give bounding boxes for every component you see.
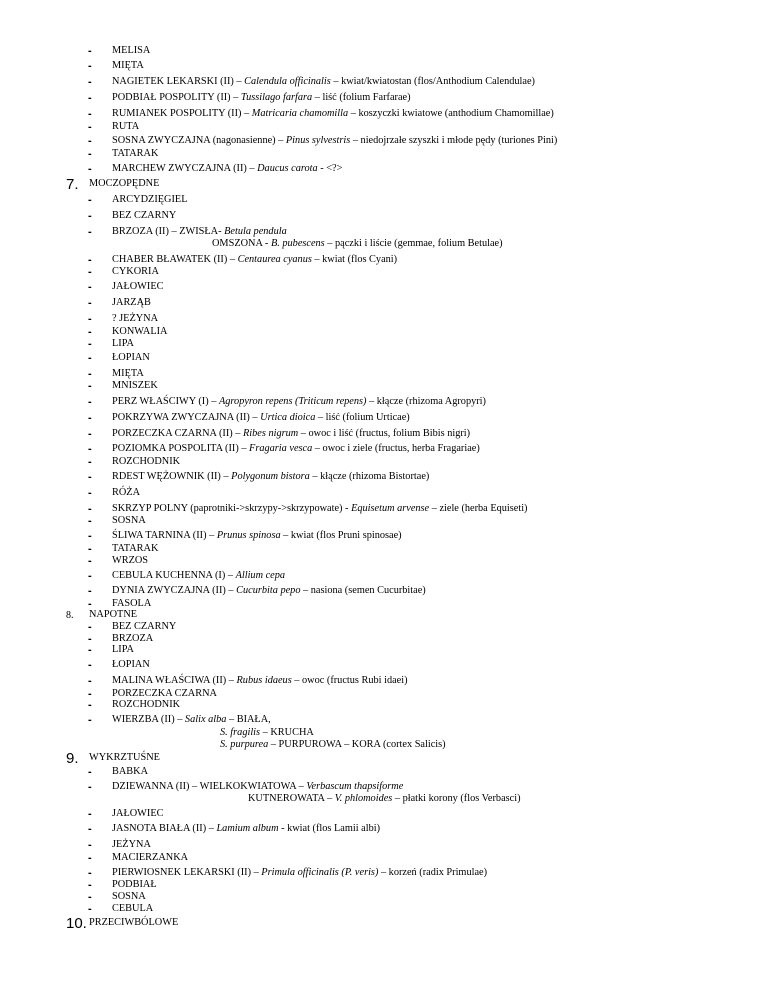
item-text: JASNOTA BIAŁA (II) – Lamium album - kwiat (flos Lamii albi) <box>112 823 381 834</box>
bullet: - <box>88 380 92 392</box>
item-text: TATARAK <box>112 148 159 159</box>
bullet: - <box>88 443 92 455</box>
item-text: MALINA WŁAŚCIWA (II) – Rubus idaeus – owoc (fructus Rubi idaei) <box>112 675 408 686</box>
item-text: BEZ CZARNY <box>112 621 177 632</box>
item-text: FASOLA <box>112 598 152 609</box>
bullet: - <box>88 226 92 238</box>
bullet: - <box>88 368 92 380</box>
bullet: - <box>88 108 92 120</box>
bullet: - <box>88 338 92 350</box>
item-text: BRZOZA (II) – ZWISŁA- Betula pendula <box>112 226 287 237</box>
bullet: - <box>88 808 92 820</box>
item-text: PORZECZKA CZARNA (II) – Ribes nigrum – owoc i liść (fructus, folium Bibis nigri) <box>112 428 471 439</box>
item-text: MNISZEK <box>112 380 158 391</box>
bullet: - <box>88 281 92 293</box>
bullet: - <box>88 688 92 700</box>
bullet: - <box>88 210 92 222</box>
bullet: - <box>88 352 92 364</box>
section-number: 9. <box>66 750 79 767</box>
bullet: - <box>88 194 92 206</box>
item-text: DYNIA ZWYCZAJNA (II) – Cucurbita pepo – nasiona (semen Cucurbitae) <box>112 585 426 596</box>
item-text: BABKA <box>112 766 149 777</box>
bullet: - <box>88 598 92 610</box>
bullet: - <box>88 781 92 793</box>
item-text: MARCHEW ZWYCZAJNA (II) – Daucus carota - <?> <box>112 163 343 174</box>
bullet: - <box>88 297 92 309</box>
section-number: 8. <box>66 610 74 621</box>
item-text: DZIEWANNA (II) – WIELKOKWIATOWA – Verbascum thapsiforme <box>112 781 404 792</box>
item-text: TATARAK <box>112 543 159 554</box>
item-text: PORZECZKA CZARNA <box>112 688 217 699</box>
item-text: PERZ WŁAŚCIWY (I) – Agropyron repens (Triticum repens) – kłącze (rhizoma Agropyri) <box>112 396 486 407</box>
item-text: JEŻYNA <box>112 839 151 850</box>
item-text: SOSNA <box>112 891 146 902</box>
bullet: - <box>88 92 92 104</box>
bullet: - <box>88 515 92 527</box>
item-text: KONWALIA <box>112 326 168 337</box>
item-text: S. fragilis – KRUCHA <box>220 727 314 738</box>
item-text: RUTA <box>112 121 140 132</box>
bullet: - <box>88 644 92 656</box>
item-text: BRZOZA <box>112 633 154 644</box>
item-text: ROZCHODNIK <box>112 456 181 467</box>
bullet: - <box>88 585 92 597</box>
bullet: - <box>88 543 92 555</box>
item-text: SOSNA ZWYCZAJNA (nagonasienne) – Pinus sylvestris – niedojrzałe szyszki i młode pędy (turiones Pini) <box>112 135 558 146</box>
bullet: - <box>88 45 92 57</box>
item-text: CHABER BŁAWATEK (II) – Centaurea cyanus – kwiat (flos Cyani) <box>112 254 398 265</box>
item-text: WRZOS <box>112 555 149 566</box>
bullet: - <box>88 530 92 542</box>
bullet: - <box>88 903 92 915</box>
item-text: MELISA <box>112 45 151 56</box>
bullet: - <box>88 428 92 440</box>
bullet: - <box>88 121 92 133</box>
item-text: POZIOMKA POSPOLITA (II) – Fragaria vesca – owoc i ziele (fructus, herba Fragariae) <box>112 443 480 454</box>
bullet: - <box>88 503 92 515</box>
item-text: ŁOPIAN <box>112 352 150 363</box>
bullet: - <box>88 135 92 147</box>
bullet: - <box>88 396 92 408</box>
bullet: - <box>88 714 92 726</box>
item-text: ŚLIWA TARNINA (II) – Prunus spinosa – kwiat (flos Pruni spinosae) <box>112 530 402 541</box>
bullet: - <box>88 659 92 671</box>
bullet: - <box>88 555 92 567</box>
bullet: - <box>88 891 92 903</box>
item-text: PODBIAŁ <box>112 879 157 890</box>
section-title: MOCZOPĘDNE <box>89 178 160 189</box>
bullet: - <box>88 163 92 175</box>
item-text: OMSZONA - B. pubescens – pączki i liście (gemmae, folium Betulae) <box>212 238 503 249</box>
bullet: - <box>88 266 92 278</box>
bullet: - <box>88 852 92 864</box>
item-text: JARZĄB <box>112 297 151 308</box>
item-text: ŁOPIAN <box>112 659 150 670</box>
item-text: MIĘTA <box>112 60 144 71</box>
item-text: PODBIAŁ POSPOLITY (II) – Tussilago farfara – liść (folium Farfarae) <box>112 92 411 103</box>
bullet: - <box>88 823 92 835</box>
item-text: S. purpurea – PURPUROWA – KORA (cortex Salicis) <box>220 739 446 750</box>
bullet: - <box>88 633 92 645</box>
item-text: KUTNEROWATA – V. phlomoides – płatki korony (flos Verbasci) <box>248 793 521 804</box>
bullet: - <box>88 412 92 424</box>
section-number: 7. <box>66 176 79 193</box>
bullet: - <box>88 621 92 633</box>
item-text: MACIERZANKA <box>112 852 189 863</box>
item-text: PIERWIOSNEK LEKARSKI (II) – Primula officinalis (P. veris) – korzeń (radix Primulae) <box>112 867 488 878</box>
bullet: - <box>88 471 92 483</box>
item-text: ? JEŻYNA <box>112 313 159 324</box>
bullet: - <box>88 867 92 879</box>
bullet: - <box>88 839 92 851</box>
item-text: WIERZBA (II) – Salix alba – BIAŁA, <box>112 714 271 725</box>
bullet: - <box>88 699 92 711</box>
bullet: - <box>88 254 92 266</box>
section-title: NAPOTNE <box>89 609 138 620</box>
section-title: PRZECIWBÓLOWE <box>89 917 179 928</box>
bullet: - <box>88 76 92 88</box>
bullet: - <box>88 675 92 687</box>
item-text: LIPA <box>112 338 134 349</box>
bullet: - <box>88 766 92 778</box>
item-text: NAGIETEK LEKARSKI (II) – Calendula officinalis – kwiat/kwiatostan (flos/Anthodium Calendulae) <box>112 76 535 87</box>
bullet: - <box>88 148 92 160</box>
item-text: POKRZYWA ZWYCZAJNA (II) – Urtica dioica – liść (folium Urticae) <box>112 412 410 423</box>
item-text: CEBULA KUCHENNA (I) – Allium cepa <box>112 570 286 581</box>
item-text: JAŁOWIEC <box>112 281 164 292</box>
item-text: ARCYDZIĘGIEL <box>112 194 188 205</box>
item-text: CYKORIA <box>112 266 159 277</box>
bullet: - <box>88 326 92 338</box>
item-text: RUMIANEK POSPOLITY (II) – Matricaria chamomilla – koszyczki kwiatowe (anthodium Chamomillae) <box>112 108 554 119</box>
bullet: - <box>88 60 92 72</box>
item-text: ROZCHODNIK <box>112 699 181 710</box>
bullet: - <box>88 879 92 891</box>
bullet: - <box>88 456 92 468</box>
item-text: CEBULA <box>112 903 154 914</box>
item-text: SOSNA <box>112 515 146 526</box>
bullet: - <box>88 487 92 499</box>
item-text: LIPA <box>112 644 134 655</box>
bullet: - <box>88 570 92 582</box>
item-text: BEZ CZARNY <box>112 210 177 221</box>
item-text: RÓŻA <box>112 487 141 498</box>
section-number: 10. <box>66 915 87 932</box>
item-text: RDEST WĘŻOWNIK (II) – Polygonum bistora – kłącze (rhizoma Bistortae) <box>112 471 430 482</box>
section-title: WYKRZTUŚNE <box>89 752 160 763</box>
bullet: - <box>88 313 92 325</box>
item-text: MIĘTA <box>112 368 144 379</box>
item-text: JAŁOWIEC <box>112 808 164 819</box>
item-text: SKRZYP POLNY (paprotniki->skrzypy->skrzypowate) - Equisetum arvense – ziele (herba Equiseti) <box>112 503 528 514</box>
